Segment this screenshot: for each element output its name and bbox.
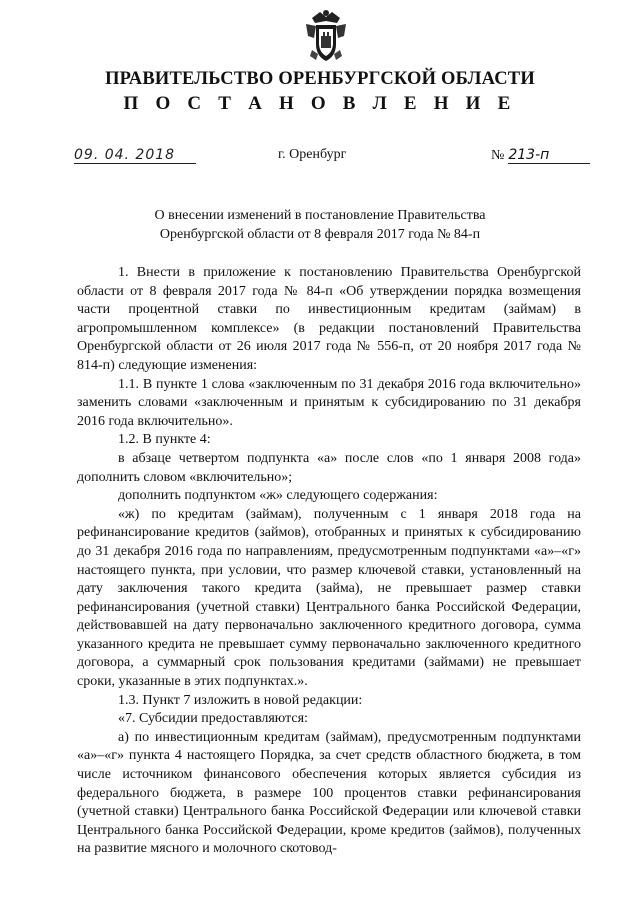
organization-title: ПРАВИТЕЛЬСТВО ОРЕНБУРГСКОЙ ОБЛАСТИ bbox=[105, 69, 535, 89]
paragraph: «7. Субсидии предоставляются: bbox=[118, 711, 308, 727]
paragraph: 1. Внести в приложение к постановлению Правительства Оренбургской области от 8 февраля 2017 года № 84-п «Об утверждении порядка возмещения части процентной ставки по инвестиционным кредитам (займам) в агропромышленном комплексе» (в редакции постановлений Правительства Оренбургской области от 26 июля 2017 года № 556-п, от 20 ноября 2017 года № 814-п) следующие изменения: bbox=[77, 265, 581, 373]
paragraph: «ж) по кредитам (займам), полученным с 1 января 2018 года на рефинансирование кредитов (займов), отобранных и принятых к субсидированию до 31 декабря 2016 года по направлениям, предусмотренным подпунктами «а»–«г» настоящего пункта, при условии, что размер ключевой ставки, установленный на дату заключения такого кредита (займа), не превышает размер ставки рефинансирования (учетной ставки) Центрального банка Российской Федерации, действовавшей на дату первоначально заключенного кредитного договора, сумма указанного кредита не превышает сумму первоначально заключенного кредитного договора, а суммарный срок пользования кредитами (займами) не превышает сроки, указанные в этих подпунктах.». bbox=[77, 506, 581, 690]
paragraph: 1.2. В пункте 4: bbox=[118, 432, 211, 448]
paragraph: а) по инвестиционным кредитам (займам), предусмотренным подпунктами «а»–«г» пункта 4 настоящего Порядка, за счет средств областного бюджета, в том числе источником финансового обеспечения которых является субсидия из федерального бюджета, в размере 100 процентов ставки рефинансирования (учетной ставки) Центрального банка Российской Федерации или ключевой ставки Центрального банка Российской Федерации, кроме кредитов (займов), полученных на развитие мясного и молочного скотовод- bbox=[77, 729, 581, 857]
number-label: № bbox=[491, 148, 505, 163]
coat-of-arms-emblem bbox=[302, 8, 350, 64]
subject-line: Оренбургской области от 8 февраля 2017 года № 84-п bbox=[159, 226, 481, 242]
paragraph: 1.1. В пункте 1 слова «заключенным по 31 декабря 2016 года включительно» заменить словами «заключенным и принятым к субсидированию по 31 декабря 2016 года включительно». bbox=[77, 376, 581, 429]
document-subject bbox=[0, 207, 640, 244]
subject-line: О внесении изменений в постановление Правительства bbox=[154, 208, 486, 223]
document-city: г. Оренбург bbox=[278, 147, 347, 162]
document-number bbox=[491, 147, 590, 164]
number-value: 213-п bbox=[508, 147, 590, 164]
paragraph: 1.3. Пункт 7 изложить в новой редакции: bbox=[118, 692, 363, 708]
document-date: 09. 04. 2018 bbox=[74, 147, 196, 164]
paragraph: дополнить подпунктом «ж» следующего содержания: bbox=[118, 488, 438, 504]
document-type-title: П О С Т А Н О В Л Е Н И Е bbox=[123, 93, 517, 114]
paragraph: в абзаце четвертом подпункта «а» после слов «по 1 января 2008 года» дополнить словом «включительно»; bbox=[77, 450, 581, 485]
document-body bbox=[77, 264, 581, 859]
